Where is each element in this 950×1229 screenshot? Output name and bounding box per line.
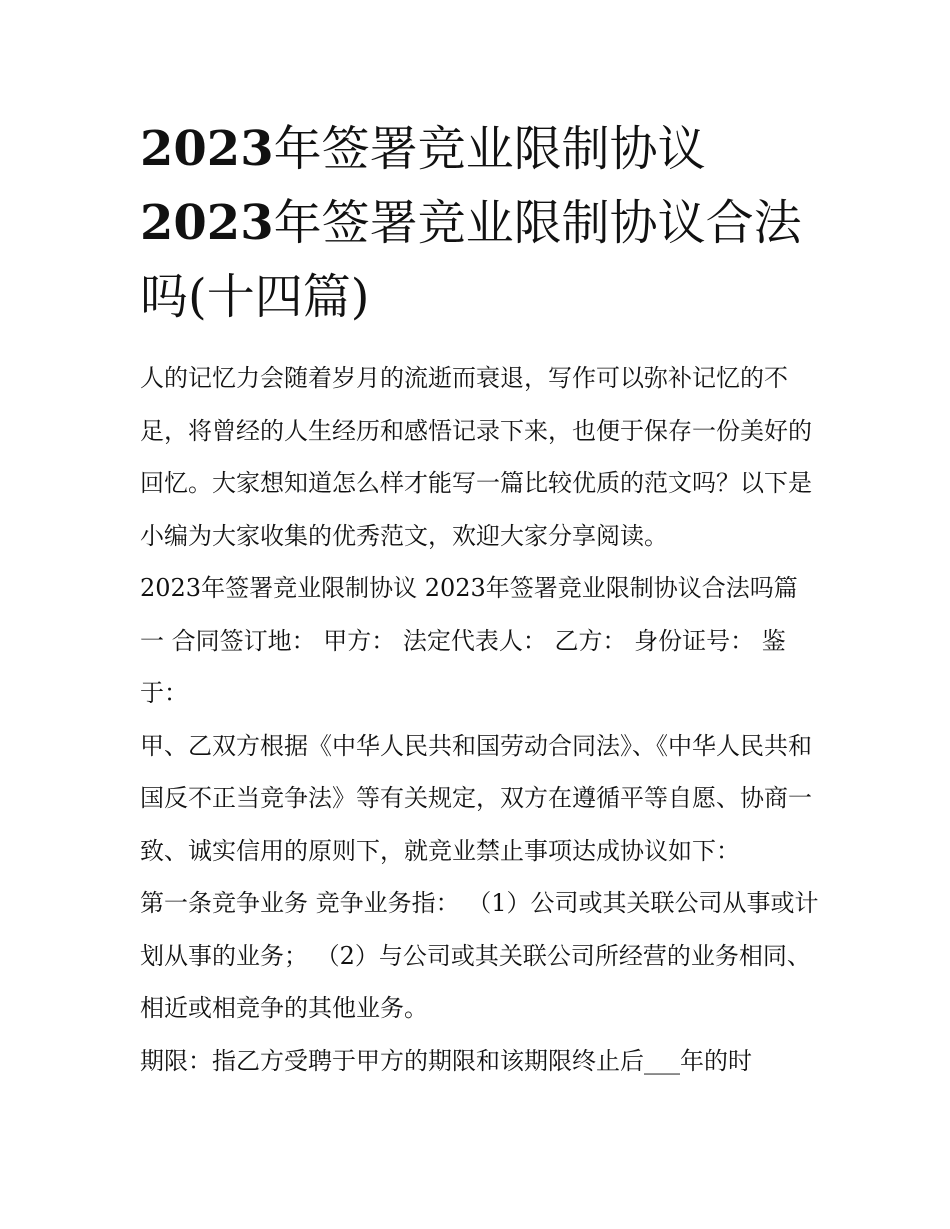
title-line2-text: 年签署竞业限制协议合法吗(十四篇) [140, 195, 802, 325]
document-body [140, 352, 820, 1087]
paragraph-contract-header: 2023年签署竞业限制协议 2023年签署竞业限制协议合法吗篇一 合同签订地： 甲方： 法定代表人： 乙方： 身份证号： 鉴于： [140, 574, 798, 707]
paragraph-intro: 人的记忆力会随着岁月的流逝而衰退，写作可以弥补记忆的不足，将曾经的人生经历和感悟记录下来，也便于保存一份美好的回忆。大家想知道怎么样才能写一篇比较优质的范文吗？以下是小编为大家收集的优秀范文，欢迎大家分享阅读。 [140, 364, 812, 550]
paragraph-term: 期限：指乙方受聘于甲方的期限和该期限终止后___年的时 [140, 1046, 752, 1075]
paragraph-legal-basis: 甲、乙双方根据《中华人民共和国劳动合同法》、《中华人民共和国反不正当竞争法》等有关规定，双方在遵循平等自愿、协商一致、诚实信用的原则下，就竞业禁止事项达成协议如下： [140, 731, 812, 865]
document-title [140, 112, 820, 334]
title-line1-year: 2023 [140, 121, 274, 177]
paragraph-article-one: 第一条竞争业务 竞争业务指： （1）公司或其关联公司从事或计划从事的业务； （2）与公司或其关联公司所经营的业务相同、相近或相竞争的其他业务。 [140, 889, 819, 1022]
title-line1-text: 年签署竞业限制协议 [273, 121, 706, 177]
title-line2-year: 2023 [140, 195, 274, 251]
